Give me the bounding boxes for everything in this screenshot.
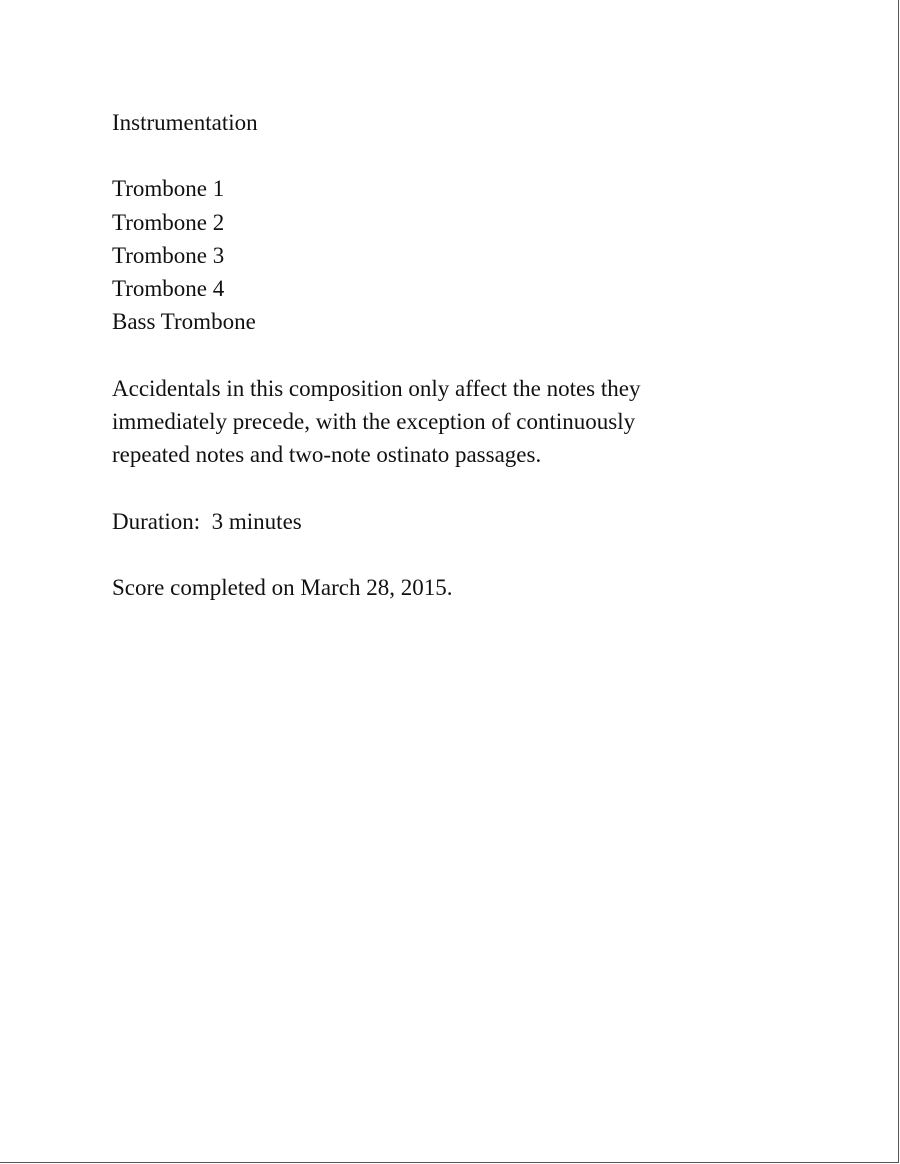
instrument-item: Trombone 2 xyxy=(112,209,225,235)
page-content xyxy=(112,106,752,604)
instrument-item: Trombone 3 xyxy=(112,242,225,268)
accidentals-line: Accidentals in this composition only affect the notes they xyxy=(112,375,641,401)
accidentals-line: immediately precede, with the exception of continuously xyxy=(112,409,636,435)
instrumentation-heading: Instrumentation xyxy=(112,110,258,135)
spacer xyxy=(112,538,752,571)
instrument-item: Trombone 1 xyxy=(112,176,225,202)
instrument-list xyxy=(112,172,752,338)
duration-text: Duration: 3 minutes xyxy=(112,508,302,534)
spacer xyxy=(112,139,752,172)
spacer xyxy=(112,339,752,372)
spacer xyxy=(112,472,752,505)
completion-date-text: Score completed on March 28, 2015. xyxy=(112,574,453,600)
instrument-item: Trombone 4 xyxy=(112,276,225,302)
accidentals-note xyxy=(112,372,752,472)
instrument-item: Bass Trombone xyxy=(112,309,256,335)
accidentals-line: repeated notes and two-note ostinato passages. xyxy=(112,442,542,468)
